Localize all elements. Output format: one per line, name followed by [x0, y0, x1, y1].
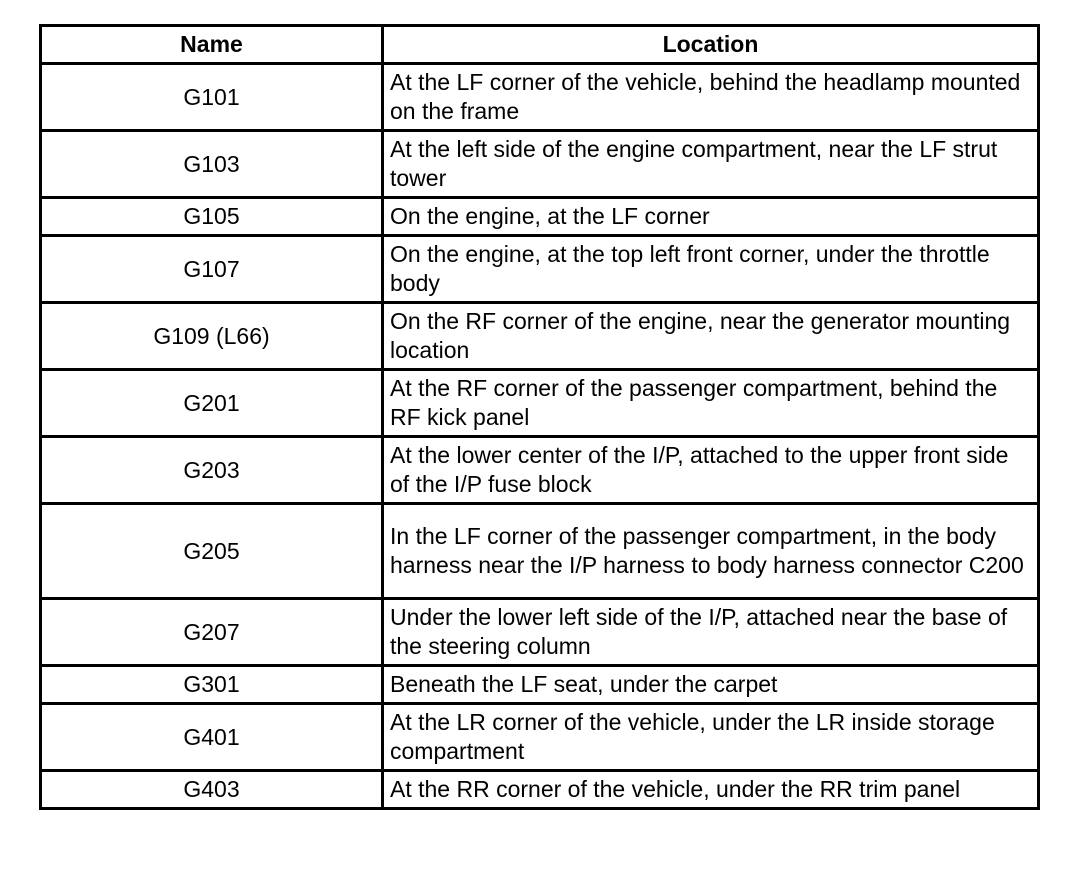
ground-location-cell: On the engine, at the top left front corner, under the throttle body [383, 236, 1039, 303]
column-header-name: Name [41, 26, 383, 64]
table-row [41, 437, 1039, 504]
ground-location-cell: Beneath the LF seat, under the carpet [383, 666, 1039, 704]
ground-location-cell: At the RF corner of the passenger compartment, behind the RF kick panel [383, 370, 1039, 437]
table-row [41, 666, 1039, 704]
ground-name-cell: G103 [41, 131, 383, 198]
ground-location-cell: Under the lower left side of the I/P, attached near the base of the steering column [383, 599, 1039, 666]
ground-location-cell: On the engine, at the LF corner [383, 198, 1039, 236]
ground-name-cell: G107 [41, 236, 383, 303]
ground-name-cell: G203 [41, 437, 383, 504]
ground-name-cell: G101 [41, 64, 383, 131]
ground-location-cell: In the LF corner of the passenger compartment, in the body harness near the I/P harness to body harness connector C200 [383, 504, 1039, 599]
table-body [41, 64, 1039, 809]
table-row [41, 236, 1039, 303]
table-row [41, 303, 1039, 370]
ground-name-cell: G301 [41, 666, 383, 704]
ground-location-cell: At the RR corner of the vehicle, under the RR trim panel [383, 771, 1039, 809]
ground-location-cell: At the LF corner of the vehicle, behind the headlamp mounted on the frame [383, 64, 1039, 131]
ground-name-cell: G201 [41, 370, 383, 437]
table-row [41, 504, 1039, 599]
table-row [41, 370, 1039, 437]
ground-name-cell: G105 [41, 198, 383, 236]
table-row [41, 704, 1039, 771]
column-header-location: Location [383, 26, 1039, 64]
table-row [41, 131, 1039, 198]
table-row [41, 599, 1039, 666]
table-row [41, 771, 1039, 809]
ground-name-cell: G401 [41, 704, 383, 771]
ground-location-cell: At the LR corner of the vehicle, under the LR inside storage compartment [383, 704, 1039, 771]
ground-name-cell: G205 [41, 504, 383, 599]
table-row [41, 64, 1039, 131]
table-row [41, 198, 1039, 236]
ground-name-cell: G403 [41, 771, 383, 809]
ground-locations-table [39, 24, 1040, 810]
ground-name-cell: G109 (L66) [41, 303, 383, 370]
ground-location-cell: At the left side of the engine compartment, near the LF strut tower [383, 131, 1039, 198]
ground-location-cell: At the lower center of the I/P, attached to the upper front side of the I/P fuse block [383, 437, 1039, 504]
table-header-row [41, 26, 1039, 64]
ground-name-cell: G207 [41, 599, 383, 666]
ground-location-cell: On the RF corner of the engine, near the generator mounting location [383, 303, 1039, 370]
